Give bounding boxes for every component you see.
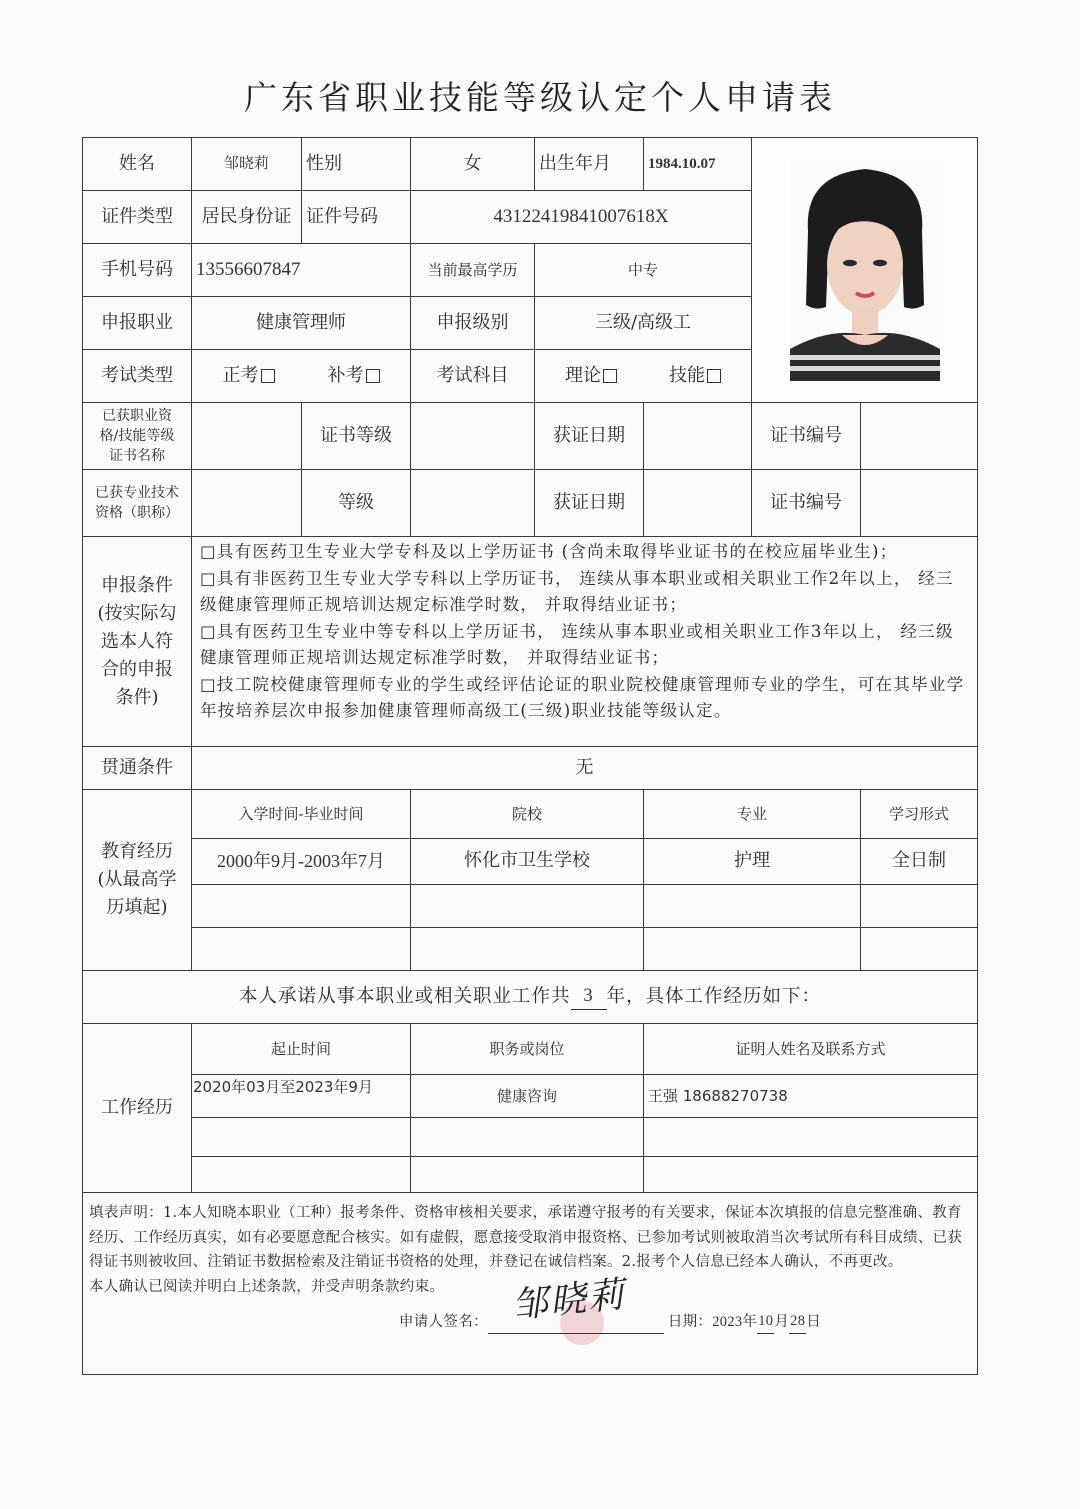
portrait-image [790,159,940,381]
date-day[interactable]: 28 [789,1309,806,1335]
qualification-cert-label: 已获职业资格/技能等级证书名称 [82,402,192,470]
work-row1-position[interactable]: 健康咨询 [410,1074,644,1118]
education-level-label: 当前最高学历 [410,243,535,297]
exam-subject-options [534,349,752,403]
exam-type-label: 考试类型 [82,349,192,403]
work-row3-position[interactable] [410,1156,644,1193]
gender-label: 性别 [301,137,411,191]
condition-item-1[interactable]: □具有医药卫生专业大学专科及以上学历证书 (含尚未取得毕业证书的在校应届毕业生)； [200,542,898,561]
level-label: 申报级别 [410,296,535,350]
edu-row2-school[interactable] [410,884,644,928]
edu-header-school: 院校 [410,789,644,839]
signature-label: 申请人签名： [399,1313,488,1330]
title-grade-label: 等级 [301,469,411,537]
edu-row1-school[interactable]: 怀化市卫生学校 [410,838,644,885]
through-value[interactable]: 无 [191,746,978,790]
conditions-label: 申报条件(按实际勾选本人符合的申报条件) [82,536,192,747]
exam-subject-label: 考试科目 [410,349,535,403]
occupation-label: 申报职业 [82,296,192,350]
theory-checkbox[interactable] [603,369,617,383]
declaration-confirm: 本人确认已阅读并明白上述条款，并受声明条款约束。 [89,1278,445,1295]
edu-row3-mode[interactable] [860,927,978,971]
edu-header-period: 入学时间-毕业时间 [191,789,411,839]
exam-type-makeup-option[interactable]: 补考 [328,364,380,388]
edu-row3-school[interactable] [410,927,644,971]
work-row2-position[interactable] [410,1117,644,1157]
name-label: 姓名 [82,137,192,191]
work-commitment: 本人承诺从事本职业或相关职业工作共 3 年，具体工作经历如下： [82,970,978,1024]
education-level-value[interactable]: 中专 [534,243,752,297]
work-years-value[interactable]: 3 [571,984,607,1010]
conditions-list [191,536,978,747]
work-row1-period[interactable]: 2020年03月至2023年9月 [191,1074,411,1118]
work-row3-reference[interactable] [643,1156,978,1193]
id-type-label: 证件类型 [82,190,192,244]
edu-header-mode: 学习形式 [860,789,978,839]
qualification-grade-value[interactable] [410,402,535,470]
edu-row1-mode[interactable]: 全日制 [860,838,978,885]
qualification-grade-label: 证书等级 [301,402,411,470]
through-label: 贯通条件 [82,746,192,790]
qualification-number-value[interactable] [860,402,978,470]
work-row3-period[interactable] [191,1156,411,1193]
work-header-reference: 证明人姓名及联系方式 [643,1023,978,1075]
exam-type-regular-option[interactable]: 正考 [223,364,275,388]
edu-row2-mode[interactable] [860,884,978,928]
makeup-checkbox[interactable] [366,369,380,383]
edu-row1-major[interactable]: 护理 [643,838,861,885]
work-header-period: 起止时间 [191,1023,411,1075]
edu-row1-period[interactable]: 2000年9月-2003年7月 [191,838,411,885]
occupation-value[interactable]: 健康管理师 [191,296,411,350]
subject-theory-option[interactable]: 理论 [565,364,617,388]
phone-value[interactable]: 13556607847 [191,243,411,297]
title-number-value[interactable] [860,469,978,537]
title-cert-name-value[interactable] [191,469,302,537]
signature-field[interactable] [488,1274,664,1334]
condition-item-3[interactable]: □具有医药卫生专业中等专科以上学历证书， 连续从事本职业或相关职业工作3年以上， 经三级健康管理师正规培训达规定标准学时数， 并取得结业证书； [200,621,954,667]
declaration-text: 填表声明：1.本人知晓本职业（工种）报考条件、资格审核相关要求，承诺遵守报考的有关要求，保证本次填报的信息完整准确、教育经历、工作经历真实，如有必要愿意配合核实。如有虚假，愿意接受取消申报资格、已参加考试则被取消当次考试所有科目成绩、已获得证书则被收回、注销证书数据检索及注销证书资格的处理，并登记在诚信档案。2.报考个人信息已经本人确认，不再更改。 [89,1205,963,1270]
qualification-number-label: 证书编号 [751,402,861,470]
exam-type-options [191,349,411,403]
skill-checkbox[interactable] [707,369,721,383]
birth-label: 出生年月 [534,137,644,191]
regular-checkbox[interactable] [261,369,275,383]
form-title: 广东省职业技能等级认定个人申请表 [244,78,836,117]
work-header-position: 职务或岗位 [410,1023,644,1075]
edu-row2-major[interactable] [643,884,861,928]
work-row2-reference[interactable] [643,1117,978,1157]
title-cert-label: 已获专业技术资格（职称） [82,469,192,537]
name-value[interactable]: 邹晓莉 [191,137,302,191]
id-type-value[interactable]: 居民身份证 [191,190,302,244]
applicant-photo [751,137,978,403]
qualification-date-value[interactable] [643,402,752,470]
condition-item-4[interactable]: □技工院校健康管理师专业的学生或经评估论证的职业院校健康管理师专业的学生，可在其毕业学年按培养层次申报参加健康管理师高级工(三级)职业技能等级认定。 [200,674,965,720]
subject-skill-option[interactable]: 技能 [669,364,721,388]
edu-header-major: 专业 [643,789,861,839]
title-grade-value[interactable] [410,469,535,537]
edu-row2-period[interactable] [191,884,411,928]
application-form [82,137,978,1375]
id-number-label: 证件号码 [301,190,411,244]
edu-row3-period[interactable] [191,927,411,971]
title-number-label: 证书编号 [751,469,861,537]
date-label: 日期： [667,1313,713,1330]
date-year[interactable]: 2023年 [712,1313,758,1330]
level-value[interactable]: 三级/高级工 [534,296,752,350]
gender-value[interactable]: 女 [410,137,535,191]
qualification-date-label: 获证日期 [534,402,644,470]
condition-item-2[interactable]: □具有非医药卫生专业大学专科以上学历证书， 连续从事本职业或相关职业工作2年以上， 经三级健康管理师正规培训达规定标准学时数， 并取得结业证书； [200,568,954,614]
work-row1-reference[interactable]: 王强 18688270738 [643,1074,978,1118]
edu-row3-major[interactable] [643,927,861,971]
qualification-cert-name-value[interactable] [191,402,302,470]
signature-value: 邹晓莉 [509,1274,628,1327]
title-date-label: 获证日期 [534,469,644,537]
education-label: 教育经历(从最高学历填起) [82,789,192,971]
date-month[interactable]: 10 [757,1309,774,1335]
birth-value[interactable]: 1984.10.07 [643,137,752,191]
phone-label: 手机号码 [82,243,192,297]
work-label: 工作经历 [82,1023,192,1193]
work-row2-period[interactable] [191,1117,411,1157]
title-date-value[interactable] [643,469,752,537]
signature-line: 申请人签名： 邹晓莉 日期： 2023年 10 月 28 日 [89,1307,971,1334]
declaration-section [82,1192,978,1375]
id-number-value[interactable]: 43122419841007618X [410,190,752,244]
